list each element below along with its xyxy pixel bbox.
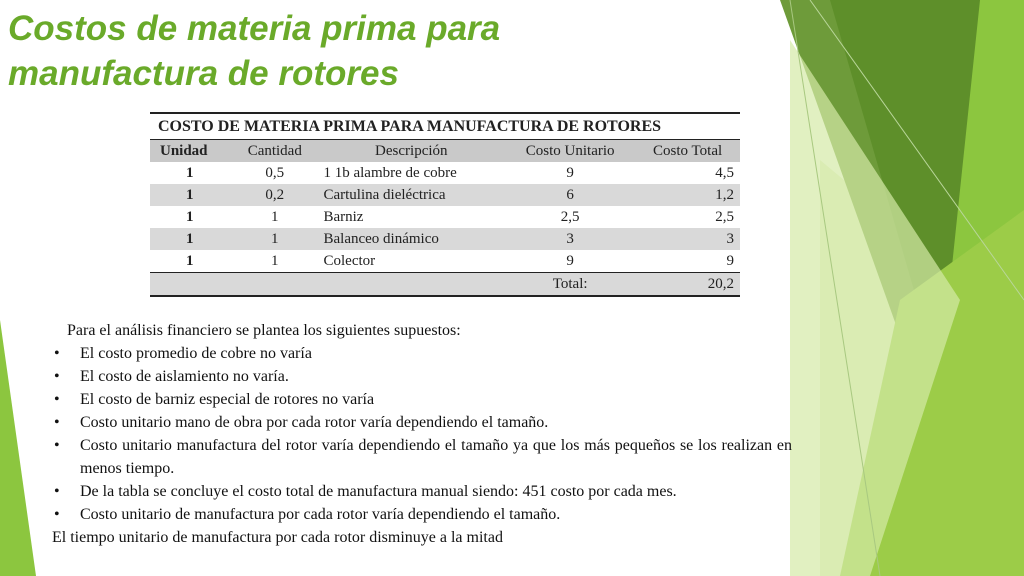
column-header-costo-total: Costo Total <box>635 140 740 162</box>
cost-table-caption: COSTO DE MATERIA PRIMA PARA MANUFACTURA DE ROTORES <box>150 112 740 140</box>
cell-unidad: 1 <box>150 228 232 250</box>
cell-unidad: 1 <box>150 184 232 206</box>
slide-title <box>8 6 708 96</box>
total-label: Total: <box>505 273 635 297</box>
list-item: • El costo de barniz especial de rotores no varía <box>52 388 792 411</box>
cell-costo-unitario: 2,5 <box>560 208 580 225</box>
assumptions-section <box>52 319 792 549</box>
assumptions-outro: El tiempo unitario de manufactura por cada rotor disminuye a la mitad <box>52 529 503 546</box>
list-item: • El costo promedio de cobre no varía <box>52 342 792 365</box>
assumptions-list <box>52 342 792 526</box>
cell-costo-total: 4,5 <box>715 164 734 181</box>
cell-cantidad: 0,5 <box>265 164 285 181</box>
cell-descripcion: 1 1b alambre de cobre <box>323 164 457 181</box>
cell-cantidad: 1 <box>271 252 279 269</box>
assumptions-intro: Para el análisis financiero se plantea los siguientes supuestos: <box>67 322 461 339</box>
cell-descripcion: Balanceo dinámico <box>317 228 505 250</box>
cell-costo-total: 2,5 <box>715 208 734 225</box>
column-header-descripcion: Descripción <box>317 140 505 162</box>
list-item: • Costo unitario mano de obra por cada rotor varía dependiendo el tamaño. <box>52 411 792 434</box>
cell-descripcion: Barniz <box>323 208 364 225</box>
table-row <box>150 228 740 250</box>
table-total-row <box>150 273 740 297</box>
cell-descripcion: Cartulina dieléctrica <box>317 184 505 206</box>
column-header-unidad: Unidad <box>150 140 232 162</box>
cell-cantidad: 1 <box>271 208 279 225</box>
cell-cantidad: 1 <box>232 228 317 250</box>
cell-unidad: 1 <box>186 208 194 225</box>
column-header-cantidad: Cantidad <box>232 140 317 162</box>
column-header-costo-unitario: Costo Unitario <box>505 140 635 162</box>
cell-costo-unitario: 9 <box>566 252 574 269</box>
cell-costo-unitario: 6 <box>505 184 635 206</box>
cost-table <box>150 112 740 297</box>
table-row <box>150 206 740 228</box>
table-row <box>150 250 740 273</box>
cell-costo-total: 3 <box>635 228 740 250</box>
list-item: • De la tabla se concluye el costo total de manufactura manual siendo: 451 costo por cada mes. <box>52 480 792 503</box>
cell-unidad: 1 <box>186 164 194 181</box>
cell-cantidad: 0,2 <box>232 184 317 206</box>
list-item: • Costo unitario de manufactura por cada rotor varía dependiendo el tamaño. <box>52 503 792 526</box>
cost-table-container <box>150 112 740 297</box>
cell-costo-total: 1,2 <box>635 184 740 206</box>
list-item: • El costo de aislamiento no varía. <box>52 365 792 388</box>
cell-costo-total: 9 <box>726 252 734 269</box>
cell-costo-unitario: 9 <box>566 164 574 181</box>
cell-costo-unitario: 3 <box>505 228 635 250</box>
total-value: 20,2 <box>635 273 740 297</box>
slide-title-line1: Costos de materia prima para <box>8 9 501 48</box>
table-header-row <box>150 140 740 162</box>
list-item: • Costo unitario manufactura del rotor varía dependiendo el tamaño ya que los más pequeños se los realizan en menos tiempo. <box>52 434 792 480</box>
cell-descripcion: Colector <box>323 252 376 269</box>
table-row <box>150 162 740 184</box>
table-row <box>150 184 740 206</box>
slide-title-line2: manufactura de rotores <box>8 54 399 93</box>
cell-unidad: 1 <box>186 252 194 269</box>
